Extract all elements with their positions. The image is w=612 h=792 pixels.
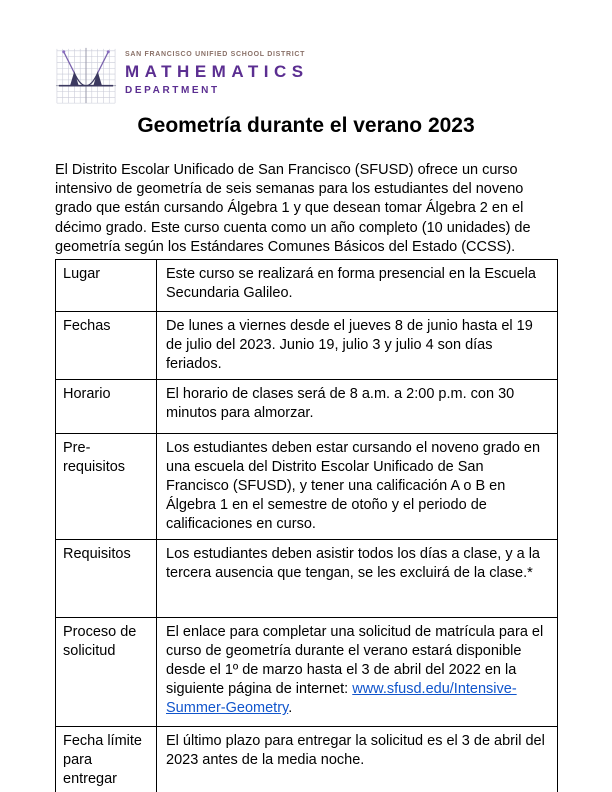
row-content (157, 617, 558, 726)
sfusd-math-logo (55, 46, 309, 106)
row-label: Lugar (56, 260, 157, 312)
table-row-proceso-de-solicitud (56, 617, 558, 726)
bridge-parabola-grid-icon (55, 46, 117, 106)
row-content: El último plazo para entregar la solicitud es el 3 de abril del 2023 antes de la media noche. (157, 726, 558, 792)
table-row-fechas (56, 312, 558, 380)
row-label: Fecha límite para entregar (56, 726, 157, 792)
row-content: De lunes a viernes desde el jueves 8 de junio hasta el 19 de julio del 2023. Junio 19, julio 3 y julio 4 son días feriados. (157, 312, 558, 380)
logo-mathematics-label: MATHEMATICS (125, 62, 309, 81)
row-content: Los estudiantes deben asistir todos los días a clase, y a la tercera ausencia que tengan, se les excluirá de la clase.* (157, 539, 558, 617)
course-info-table (55, 259, 558, 792)
row-label: Fechas (56, 312, 157, 380)
row-label: Proceso de solicitud (56, 617, 157, 726)
row-content: Este curso se realizará en forma presencial en la Escuela Secundaria Galileo. (157, 260, 558, 312)
row-label: Requisitos (56, 539, 157, 617)
row-content: El horario de clases será de 8 a.m. a 2:00 p.m. con 30 minutos para almorzar. (157, 379, 558, 433)
table-row-fecha-limite (56, 726, 558, 792)
row-label: Pre-requisitos (56, 433, 157, 539)
row-content-text: . (288, 700, 293, 717)
logo-text-block (125, 46, 309, 96)
table-row-lugar (56, 260, 558, 312)
table-row-horario (56, 379, 558, 433)
table-row-requisitos (56, 539, 558, 617)
logo-department-label: DEPARTMENT (125, 85, 220, 96)
logo-district-line: SAN FRANCISCO UNIFIED SCHOOL DISTRICT (125, 51, 306, 58)
enrollment-link[interactable]: www.sfusd.edu/Intensive-Summer-Geometry (166, 681, 517, 717)
row-content: Los estudiantes deben estar cursando el noveno grado en una escuela del Distrito Escolar Unificado de San Francisco (SFUSD), y tener una calificación A o B en Álgebra 1 en el semestre de otoño y el periodo de calificaciones en curso. (157, 433, 558, 539)
row-content-text: El enlace para completar una solicitud de matrícula para el curso de geometría durante el verano estará disponible desde el 1º de marzo hasta el 3 de abril del 2022 en la siguiente página de internet: (166, 623, 544, 698)
page-title: Geometría durante el verano 2023 (137, 114, 475, 137)
row-label: Horario (56, 379, 157, 433)
intro-paragraph: El Distrito Escolar Unificado de San Francisco (SFUSD) ofrece un curso intensivo de geometría de seis semanas para los estudiantes del noveno grado que están cursando Álgebra 1 y que desean tomar Álgebra 2 en el décimo grado. Este curso cuenta como un año completo (10 unidades) de geometría según los Estándares Comunes Básicos del Estado (CCSS). (55, 162, 531, 255)
table-row-prerequisitos (56, 433, 558, 539)
